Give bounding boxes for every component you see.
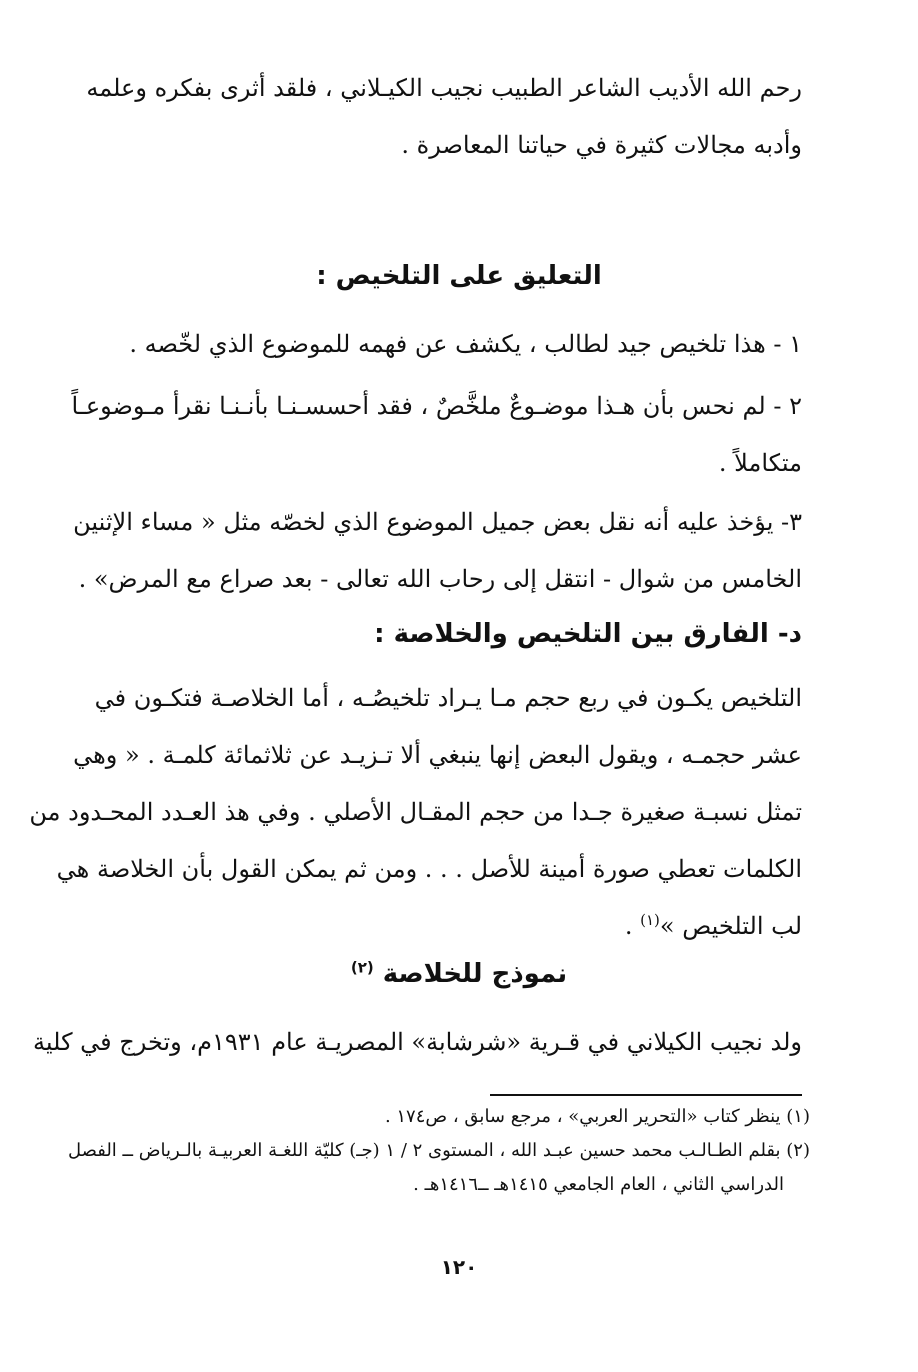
footnote-2-continued: الدراسي الثاني ، العام الجامعي ١٤١٥هـ ــ١٤١٦هـ . — [413, 1174, 784, 1195]
text-line-last — [52, 898, 802, 955]
commentary-heading: التعليق على التلخيص : — [316, 261, 602, 291]
text-line: ٣- يؤخذ عليه أنه نقل بعض جميل الموضوع الذي لخصّه مثل « مساء الإثنين — [73, 508, 802, 536]
summary-model-heading — [0, 954, 918, 994]
commentary-item-3 — [52, 494, 802, 608]
text-line: عشر حجمـه ، ويقول البعض إنها ينبغي ألا تـزيـد عن ثلاثمائة كلمـة . « وهي — [73, 741, 802, 769]
text-line: الخامس من شوال - انتقل إلى رحاب الله تعالى - بعد صراع مع المرض» . — [78, 565, 802, 593]
footnotes — [50, 1100, 810, 1202]
footnote-1: (١) ينظر كتاب «التحرير العربي» ، مرجع سابق ، ص١٧٤ . — [384, 1106, 810, 1127]
commentary-item-2 — [52, 378, 802, 492]
last-line-text: لب التلخيص » — [659, 912, 802, 940]
footnote-separator — [490, 1094, 802, 1096]
text-line: متكاملاً . — [718, 449, 802, 477]
text-line: التلخيص يكـون في ربع حجم مـا يـراد تلخيصُـه ، أما الخلاصـة فتكـون في — [94, 684, 802, 712]
summary-model-paragraph — [33, 1014, 802, 1071]
commentary-item-1 — [52, 316, 802, 373]
text-line: تمثل نسبـة صغيرة جـدا من حجم المقـال الأصلي . وفي هذ العـدد المحـدود من — [29, 798, 802, 826]
page-number: ١٢٠ — [440, 1255, 478, 1279]
footnote-ref: (١) — [640, 911, 660, 929]
text-line: ولد نجيب الكيلاني في قـرية «شرشابة» المصريـة عام ١٩٣١م، وتخرج في كلية — [33, 1028, 802, 1056]
footnote-2: (٢) بقلم الطـالـب محمد حسين عبـد الله ، المستوى ٢ / ١ (جـ) كليّة اللغـة العربيـة بالـرياض ــ الفصل — [67, 1140, 810, 1161]
last-line-end: . — [624, 912, 641, 940]
footnote-ref: (٢) — [350, 958, 374, 977]
text-line: ١ - هذا تلخيص جيد لطالب ، يكشف عن فهمه للموضوع الذي لخّصه . — [129, 330, 802, 358]
intro-paragraph — [52, 60, 802, 174]
difference-heading: د- الفارق بين التلخيص والخلاصة : — [374, 619, 802, 649]
text-line: الكلمات تعطي صورة أمينة للأصل . . . ومن ثم يمكن القول بأن الخلاصة هي — [56, 855, 802, 883]
text-line: وأدبه مجالات كثيرة في حياتنا المعاصرة . — [401, 131, 802, 159]
difference-paragraph — [29, 670, 802, 955]
text-line: ٢ - لم نحس بأن هـذا موضـوعٌ ملخَّصٌ ، فقد أحسسـنـا بأنـنـا نقرأ مـوضوعـاً — [71, 392, 802, 420]
summary-model-heading-text: نموذج للخلاصة — [382, 959, 568, 989]
text-line: رحم الله الأديب الشاعر الطبيب نجيب الكيـلاني ، فلقد أثرى بفكره وعلمه — [86, 74, 802, 102]
